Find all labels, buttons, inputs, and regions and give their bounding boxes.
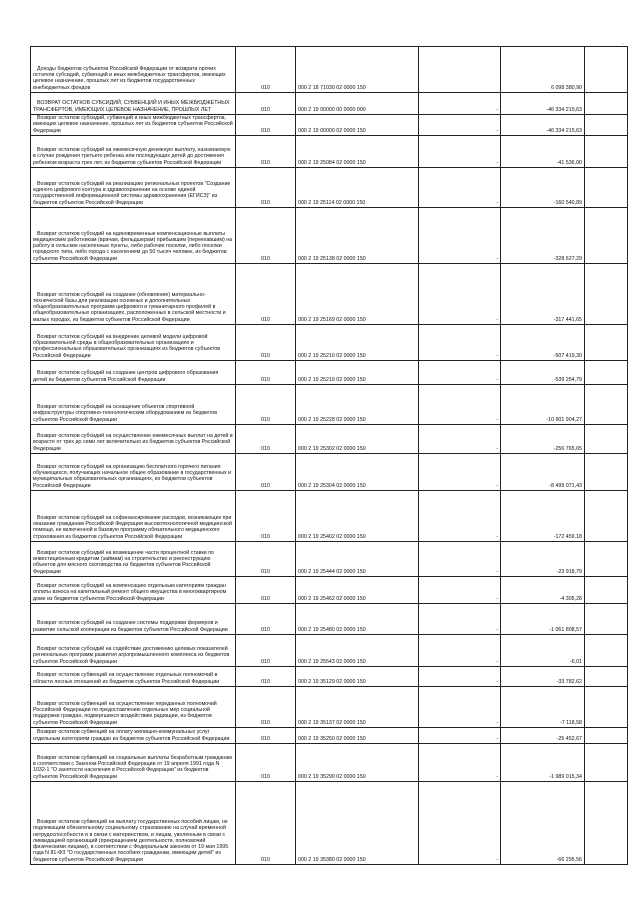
row-empty-cell	[585, 491, 628, 542]
table-row	[31, 361, 628, 385]
row-name-text: Возврат остатков субвенций на осуществление переданных полномочий Российской Федерации по предоставлению отдельных мер социальной поддержки граждан, подвергшихся воздействию радиации, из бюджетов субъектов Российской Федерации	[33, 700, 217, 726]
row-name	[31, 782, 236, 865]
row-empty-cell	[585, 635, 628, 667]
table-row	[31, 744, 628, 782]
row-code: 010	[236, 47, 296, 93]
row-name-text: ВОЗВРАТ ОСТАТКОВ СУБСИДИЙ, СУБВЕНЦИЙ И ИНЫХ МЕЖБЮДЖЕТНЫХ ТРАНСФЕРТОВ, ИМЕЮЩИХ ЦЕЛЕВОЕ НАЗНАЧЕНИЕ, ПРОШЛЫХ ЛЕТ	[33, 100, 230, 113]
row-amount: -1 061 808,57	[501, 604, 585, 635]
table-row	[31, 47, 628, 93]
row-kbk: 000 2 19 35137 02 0000 150	[296, 687, 419, 728]
row-kbk: 000 2 19 00000 02 0000 150	[296, 115, 419, 136]
row-kbk: 000 2 19 35380 02 0000 150	[296, 782, 419, 865]
table-row	[31, 385, 628, 425]
row-execution-dash: -	[419, 208, 501, 264]
row-empty-cell	[585, 136, 628, 168]
row-empty-cell	[585, 325, 628, 361]
row-code: 010	[236, 635, 296, 667]
row-amount: -317 441,65	[501, 264, 585, 325]
table-row	[31, 454, 628, 491]
table-row	[31, 425, 628, 454]
row-empty-cell	[585, 264, 628, 325]
row-execution-dash: -	[419, 385, 501, 425]
row-amount: -539 254,79	[501, 361, 585, 385]
table-row	[31, 325, 628, 361]
row-code: 010	[236, 667, 296, 687]
row-execution-dash: -	[419, 491, 501, 542]
row-execution-dash: -	[419, 667, 501, 687]
row-name-text: Возврат остатков субсидий на компенсацию отдельным категориям граждан оплаты взноса на капитальный ремонт общего имущества в многоквартирном доме из бюджетов субъектов Российской Федерации	[33, 583, 227, 602]
table-row	[31, 491, 628, 542]
row-name-text: Доходы бюджетов субъектов Российской Федерации от возврата прочих остатков субсидий, субвенций и иных межбюджетных трансфертов, имеющих целевое назначение, прошлых лет из бюджетов государственных внебюджетных фондов	[33, 65, 226, 91]
row-name	[31, 168, 236, 208]
table-row	[31, 264, 628, 325]
row-amount: -7 118,58	[501, 687, 585, 728]
row-name-text: Возврат остатков субсидий на ежемесячную денежную выплату, назначаемую в случае рождения третьего ребенка или последующих детей до достижения ребенком возраста трех лет, из бюджетов субъектов Российской Федерации	[33, 147, 231, 166]
row-kbk: 000 2 19 25138 02 0000 150	[296, 208, 419, 264]
table-row	[31, 93, 628, 115]
row-code: 010	[236, 782, 296, 865]
row-execution-dash	[419, 47, 501, 93]
row-code: 010	[236, 728, 296, 744]
table-row	[31, 667, 628, 687]
row-code: 010	[236, 361, 296, 385]
row-amount: -66 295,56	[501, 782, 585, 865]
row-execution-dash: -	[419, 264, 501, 325]
row-amount: -6,01	[501, 635, 585, 667]
scan-mark: ·	[622, 40, 625, 48]
row-amount: -33 782,62	[501, 667, 585, 687]
row-name	[31, 264, 236, 325]
row-amount: -8 499 071,43	[501, 454, 585, 491]
row-execution-dash: -	[419, 577, 501, 604]
row-code: 010	[236, 136, 296, 168]
row-name	[31, 687, 236, 728]
table-row	[31, 168, 628, 208]
row-kbk: 000 2 19 25228 02 0000 150	[296, 385, 419, 425]
row-empty-cell	[585, 425, 628, 454]
row-execution-dash: -	[419, 115, 501, 136]
row-kbk: 000 2 19 35290 02 0000 150	[296, 744, 419, 782]
row-name-text: Возврат остатков субсидий на осуществление ежемесячных выплат на детей в возрасте от трех до семи лет включительно из бюджетов субъектов Российской Федерации	[33, 433, 233, 452]
table-row	[31, 115, 628, 136]
row-name-text: Возврат остатков субсидий на создание (обновление) материально-технической базы для реализации основных и дополнительных общеобразовательных программ цифрового и гуманитарного профилей в общеобразовательных организациях, расположенных в сельской местности и малых городах, из бюджетов субъектов Российской Федерации	[33, 291, 226, 323]
row-name	[31, 454, 236, 491]
table-row	[31, 728, 628, 744]
row-kbk: 000 2 19 25210 02 0000 150	[296, 325, 419, 361]
row-kbk: 000 2 19 35129 02 0000 150	[296, 667, 419, 687]
row-empty-cell	[585, 47, 628, 93]
row-name-text: Возврат остатков субвенций на социальные выплаты безработным гражданам в соответствии с Законом Российской Федерации от 19 апреля 1991 года N 1032-1 "О занятости населения в Российской Федерации" из бюджетов субъектов Российской Федерации	[33, 754, 232, 780]
row-empty-cell	[585, 115, 628, 136]
row-amount: -172 459,18	[501, 491, 585, 542]
row-name	[31, 604, 236, 635]
row-name-text: Возврат остатков субсидий на возмещение части процентной ставки по инвестиционным кредитам (займам) на строительство и реконструкцию объектов для мясного скотоводства из бюджетов субъектов Российской Федерации	[33, 549, 215, 575]
row-kbk: 000 2 19 25084 02 0000 150	[296, 136, 419, 168]
row-name	[31, 93, 236, 115]
row-kbk: 000 2 19 25219 02 0000 150	[296, 361, 419, 385]
row-code: 010	[236, 744, 296, 782]
row-empty-cell	[585, 208, 628, 264]
row-execution-dash: -	[419, 744, 501, 782]
row-kbk: 000 2 19 25462 02 0000 150	[296, 577, 419, 604]
row-name-text: Возврат остатков субсидий на оснащение объектов спортивной инфраструктуры спортивно-технологическим оборудованием из бюджетов субъектов Российской Федерации	[33, 404, 218, 423]
row-code: 010	[236, 687, 296, 728]
row-execution-dash: -	[419, 728, 501, 744]
row-execution-dash: -	[419, 635, 501, 667]
row-empty-cell	[585, 454, 628, 491]
row-empty-cell	[585, 728, 628, 744]
row-empty-cell	[585, 168, 628, 208]
row-execution-dash: -	[419, 782, 501, 865]
budget-report-table	[30, 46, 628, 865]
row-name-text: Возврат остатков субсидий на организацию бесплатного горячего питания обучающихся, получающих начальное общее образование в государственных и муниципальных образовательных организациях, из бюджетов субъектов Российской Федерации	[33, 463, 232, 489]
row-kbk: 000 2 19 25304 02 0000 150	[296, 454, 419, 491]
row-name	[31, 47, 236, 93]
row-execution-dash: -	[419, 168, 501, 208]
row-kbk: 000 2 19 35250 02 0000 150	[296, 728, 419, 744]
row-execution-dash: -	[419, 454, 501, 491]
row-name	[31, 136, 236, 168]
row-code: 010	[236, 491, 296, 542]
row-code: 010	[236, 264, 296, 325]
row-amount: -4 305,28	[501, 577, 585, 604]
row-code: 010	[236, 604, 296, 635]
row-execution-dash: -	[419, 93, 501, 115]
row-name-text: Возврат остатков субсидий на содействие достижению целевых показателей региональных программ развития агропромышленного комплекса из бюджетов субъектов Российской Федерации	[33, 646, 230, 665]
table-row	[31, 208, 628, 264]
row-amount: -23 918,79	[501, 542, 585, 577]
row-code: 010	[236, 93, 296, 115]
row-code: 010	[236, 425, 296, 454]
row-empty-cell	[585, 93, 628, 115]
table-row	[31, 136, 628, 168]
row-amount: -46 334 215,63	[501, 93, 585, 115]
row-amount: -41 536,00	[501, 136, 585, 168]
row-name	[31, 491, 236, 542]
table-row	[31, 687, 628, 728]
row-execution-dash: -	[419, 687, 501, 728]
row-execution-dash: -	[419, 604, 501, 635]
row-amount: -10 901 904,27	[501, 385, 585, 425]
row-kbk: 000 2 19 25169 02 0000 150	[296, 264, 419, 325]
row-amount: 6 098 380,90	[501, 47, 585, 93]
row-name	[31, 667, 236, 687]
row-empty-cell	[585, 542, 628, 577]
row-name-text: Возврат остатков субсидий на единовременные компенсационные выплаты медицинским работникам (врачам, фельдшерам) прибывшим (переехавшим) на работу в сельские населенные пункты, либо рабочие поселки, либо поселки городского типа, либо города с населением до 50 тысяч человек, из бюджетов субъектов Российской Федерации	[33, 230, 233, 262]
row-code: 010	[236, 577, 296, 604]
row-code: 010	[236, 542, 296, 577]
row-empty-cell	[585, 667, 628, 687]
row-name	[31, 635, 236, 667]
row-name-text: Возврат остатков субвенций на оплату жилищно-коммунальных услуг отдельным категориям граждан из бюджетов субъектов Российской Федерации	[33, 729, 230, 742]
row-empty-cell	[585, 361, 628, 385]
row-name	[31, 744, 236, 782]
row-kbk: 000 2 19 25302 02 0000 150	[296, 425, 419, 454]
table-row	[31, 635, 628, 667]
row-name-text: Возврат остатков субсидий на реализацию региональных проектов "Создание единого цифрового контура в здравоохранении на основе единой государственной информационной системы здравоохранения (ЕГИСЗ)" из бюджетов субъектов Российской Федерации	[33, 180, 231, 206]
row-name-text: Возврат остатков субсидий на софинансирование расходов, возникающих при оказании гражданам Российской Федерации высокотехнологичной медицинской помощи, не включенной в базовую программу обязательного медицинского страхования из бюджетов субъектов Российской Федерации	[33, 514, 232, 540]
table-body	[31, 47, 628, 865]
row-empty-cell	[585, 604, 628, 635]
row-kbk: 000 2 19 00000 00 0000 000	[296, 93, 419, 115]
row-kbk: 000 2 19 25114 02 0000 150	[296, 168, 419, 208]
row-name-text: Возврат остатков субсидий на создание центров цифрового образования детей из бюджетов субъектов Российской Федерации	[33, 370, 219, 383]
row-name	[31, 542, 236, 577]
row-amount: -507 419,30	[501, 325, 585, 361]
row-amount: -1 989 015,34	[501, 744, 585, 782]
row-code: 010	[236, 325, 296, 361]
row-execution-dash: -	[419, 425, 501, 454]
row-empty-cell	[585, 687, 628, 728]
row-kbk: 000 2 18 71030 02 0000 150	[296, 47, 419, 93]
row-name-text: Возврат остатков субвенций на осуществление отдельных полномочий в области лесных отношений из бюджетов субъектов Российской Федерации	[33, 672, 220, 685]
row-amount: -25 452,67	[501, 728, 585, 744]
row-code: 010	[236, 208, 296, 264]
row-empty-cell	[585, 744, 628, 782]
row-name-text: Возврат остатков субсидий на внедрение целевой модели цифровой образовательной среды в общеобразовательных организациях и профессиональных образовательных организациях из бюджетов субъектов Российской Федерации	[33, 333, 221, 359]
row-name	[31, 361, 236, 385]
table-row	[31, 604, 628, 635]
row-name	[31, 577, 236, 604]
row-name	[31, 115, 236, 136]
row-kbk: 000 2 19 25444 02 0000 150	[296, 542, 419, 577]
row-empty-cell	[585, 385, 628, 425]
row-name-text: Возврат остатков субвенций на выплату государственных пособий лицам, не подлежащим обязательному социальному страхованию на случай временной нетрудоспособности и в связи с материнством, и лицам, уволенным в связи с ликвидацией организаций (прекращением деятельности, полномочий физическими лицами), в соответствии с Федеральным законом от 19 мая 1995 года N 81-ФЗ "О государственных пособиях гражданам, имеющим детей" из бюджетов субъектов Российской Федерации	[33, 818, 229, 863]
row-amount: -160 540,89	[501, 168, 585, 208]
table-row	[31, 782, 628, 865]
row-name	[31, 728, 236, 744]
row-execution-dash: -	[419, 361, 501, 385]
table-row	[31, 577, 628, 604]
row-code: 010	[236, 168, 296, 208]
row-execution-dash: -	[419, 542, 501, 577]
row-name	[31, 385, 236, 425]
row-amount: -46 334 215,63	[501, 115, 585, 136]
row-amount: -256 765,65	[501, 425, 585, 454]
row-amount: -328 627,29	[501, 208, 585, 264]
row-execution-dash: -	[419, 325, 501, 361]
row-code: 010	[236, 454, 296, 491]
row-name	[31, 208, 236, 264]
row-kbk: 000 2 19 25543 02 0000 150	[296, 635, 419, 667]
row-name-text: Возврат остатков субсидий, субвенций и иных межбюджетных трансфертов, имеющих целевое назначение, прошлых лет из бюджетов субъектов Российской Федерации	[33, 115, 233, 134]
table-row	[31, 542, 628, 577]
row-code: 010	[236, 385, 296, 425]
row-name-text: Возврат остатков субсидий на создание системы поддержки фермеров и развитие сельской кооперации из бюджетов субъектов Российской Федерации	[33, 620, 228, 633]
row-name	[31, 325, 236, 361]
row-empty-cell	[585, 577, 628, 604]
row-empty-cell	[585, 782, 628, 865]
row-execution-dash: -	[419, 136, 501, 168]
row-kbk: 000 2 19 25402 02 0000 150	[296, 491, 419, 542]
row-name	[31, 425, 236, 454]
row-code: 010	[236, 115, 296, 136]
row-kbk: 000 2 19 25480 02 0000 150	[296, 604, 419, 635]
